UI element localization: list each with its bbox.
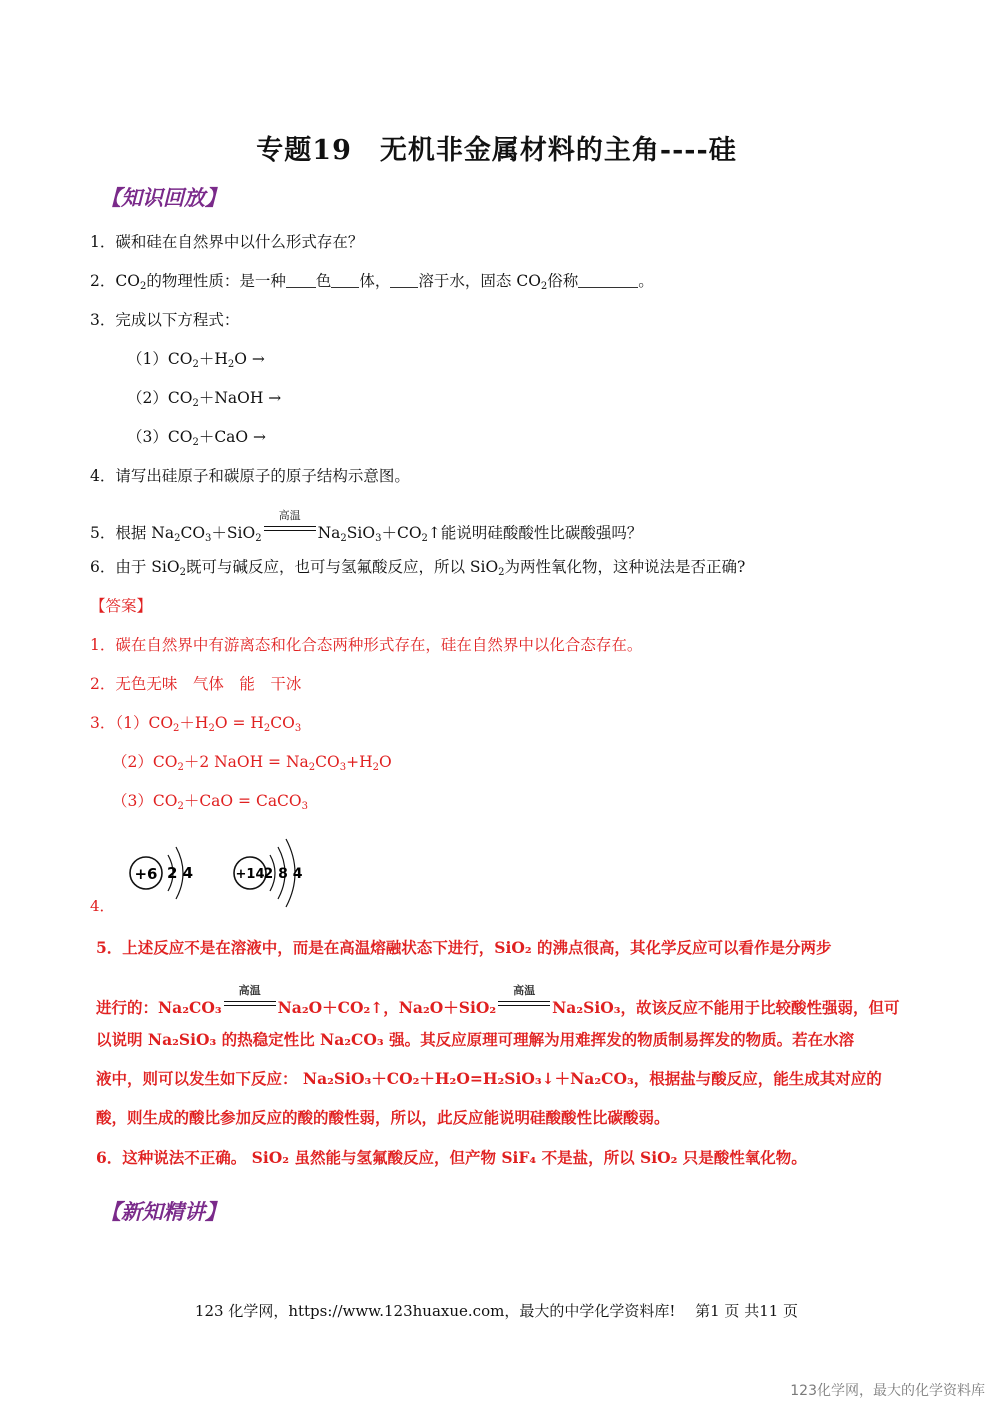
site-watermark: 123化学网，最大的化学资料库 (790, 1383, 985, 1399)
reaction-condition-arrow: 高温 (498, 997, 550, 1011)
answer-2: 2．无色无味 气体 能 干冰 (90, 675, 302, 693)
answer-5-line-2: 进行的：Na₂CO₃ 高温 Na₂O＋CO₂↑，Na₂O＋SiO₂ 高温 Na₂SiO₃，故该反应不能用于比较酸性强弱，但可 (96, 984, 900, 1017)
reaction-condition-arrow: 高温 (224, 997, 276, 1011)
question-2: 2．$CO_2$的物理性质：是一种 色 体， 溶于水，固态 $CO_2$俗称 。 (90, 272, 654, 292)
question-4: 4．请写出硅原子和碳原子的原子结构示意图。 (90, 467, 410, 485)
question-5: 5．根据 $Na_2CO_3+SiO_2$ 高温 $Na_2SiO_3+CO_2↑$能说明硅酸酸性比碳酸强吗？ (90, 509, 643, 544)
page-footer: 123 化学网，https://www.123huaxue.com，最大的中学化学资料库! 第1 页 共11 页 (194, 1302, 799, 1320)
reaction-condition-arrow: 高温 (264, 522, 316, 536)
answer-4-label: 4． (90, 897, 115, 915)
equation-item-1: $(1)CO_2+H_2O$ → (127, 350, 265, 370)
section-heading-new-knowledge: 【新知精讲】 (100, 1199, 226, 1224)
atomic-structure-diagrams (120, 835, 320, 910)
question-1: 1．碳和硅在自然界中以什么形式存在？ (90, 233, 364, 251)
answer-heading: 【答案】 (90, 597, 153, 615)
equation-item-3: $(3)CO_2+CaO$ → (127, 428, 267, 448)
silicon-shells: 2 8 4 (263, 866, 303, 882)
carbon-nucleus: +6 (134, 865, 158, 883)
answer-5-line-1: 5．上述反应不是在溶液中，而是在高温熔融状态下进行，SiO₂ 的沸点很高，其化学反应可以看作是分两步 (96, 938, 832, 957)
answer-5-line-3: 以说明 Na₂SiO₃ 的热稳定性比 Na₂CO₃ 强。其反应原理可理解为用难挥发的物质制易挥发的物质。若在水溶 (96, 1030, 855, 1049)
question-3: 3．完成以下方程式： (90, 311, 240, 329)
answer-5-line-4: 液中，则可以发生如下反应： Na₂SiO₃＋CO₂＋H₂O=H₂SiO₃↓＋Na₂CO₃，根据盐与酸反应，能生成其对应的 (96, 1069, 882, 1088)
answer-3-3: $(3)CO_2+CaO$ = CaCO$_3$ (112, 792, 309, 812)
answer-6: 6．这种说法不正确。 SiO₂ 虽然能与氢氟酸反应，但产物 SiF₄ 不是盐，所以 SiO₂ 只是酸性氧化物。 (96, 1148, 807, 1167)
equation-item-2: $(2)CO_2+NaOH$ → (127, 389, 282, 409)
section-heading-review: 【知识回放】 (100, 185, 226, 210)
carbon-shells: 2 4 (166, 864, 194, 882)
answer-3-1: 3．$(1)CO_2+H_2O = H_2CO_3$ (90, 714, 302, 734)
carbon-atom-diagram (130, 847, 193, 899)
answer-5-line-5: 酸，则生成的酸比参加反应的酸的酸性弱，所以，此反应能说明硅酸酸性比碳酸弱。 (96, 1108, 670, 1127)
answer-1: 1．碳在自然界中有游离态和化合态两种形式存在，硅在自然界中以化合态存在。 (90, 636, 643, 654)
answer-3-2: $(2)CO_2+2$ NaOH = $Na_2CO_3+H_2O$ (112, 753, 392, 773)
silicon-atom-diagram (234, 839, 303, 907)
page-title: 专题19 无机非金属材料的主角----硅 (256, 135, 737, 166)
silicon-nucleus: +14 (235, 867, 265, 882)
question-6: 6．由于 SiO$_2$既可与碱反应，也可与氢氟酸反应，所以 SiO$_2$为两性氧化物，这种说法是否正确? (90, 558, 746, 578)
